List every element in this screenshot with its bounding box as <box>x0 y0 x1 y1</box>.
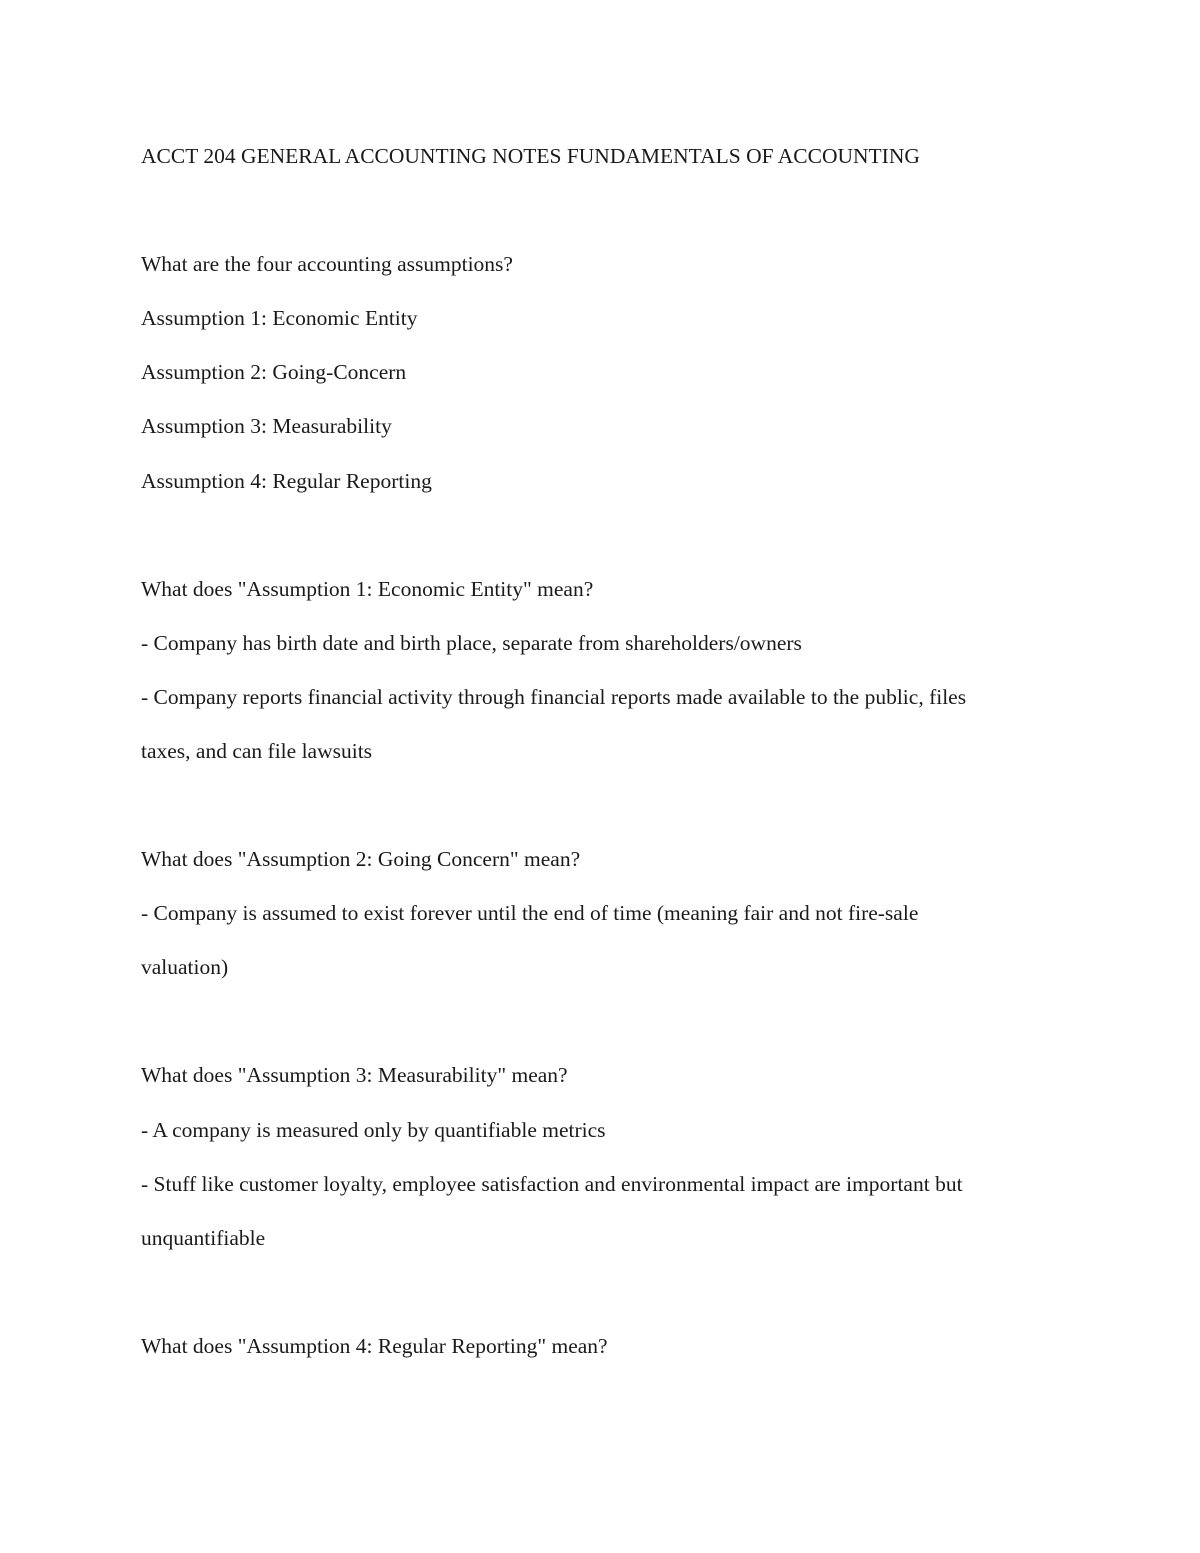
section-3-question: What does "Assumption 3: Measurability" mean? <box>141 1063 568 1087</box>
section-1-line-1: - Company has birth date and birth place, separate from shareholders/owners <box>141 631 802 655</box>
section-3-line-2: - Stuff like customer loyalty, employee satisfaction and environmental impact are important but <box>141 1172 963 1196</box>
assumption-item-2: Assumption 2: Going-Concern <box>141 360 407 384</box>
assumption-item-4: Assumption 4: Regular Reporting <box>141 469 432 493</box>
section-3-line-3: unquantifiable <box>141 1226 266 1250</box>
section-3-line-1: - A company is measured only by quantifiable metrics <box>141 1118 606 1142</box>
section-4-question: What does "Assumption 4: Regular Reporting" mean? <box>141 1334 608 1358</box>
section-2-line-2: valuation) <box>141 955 229 979</box>
section-2-question: What does "Assumption 2: Going Concern" mean? <box>141 847 581 871</box>
section-1-line-2: - Company reports financial activity through financial reports made available to the public, files <box>141 685 967 709</box>
section-2-line-1: - Company is assumed to exist forever until the end of time (meaning fair and not fire-sale <box>141 901 919 925</box>
section-1-line-3: taxes, and can file lawsuits <box>141 739 373 763</box>
intro-question: What are the four accounting assumptions? <box>141 252 513 276</box>
assumption-item-1: Assumption 1: Economic Entity <box>141 306 418 330</box>
assumption-item-3: Assumption 3: Measurability <box>141 414 392 438</box>
document-title: ACCT 204 GENERAL ACCOUNTING NOTES FUNDAMENTALS OF ACCOUNTING <box>141 144 920 168</box>
section-1-question: What does "Assumption 1: Economic Entity" mean? <box>141 577 594 601</box>
